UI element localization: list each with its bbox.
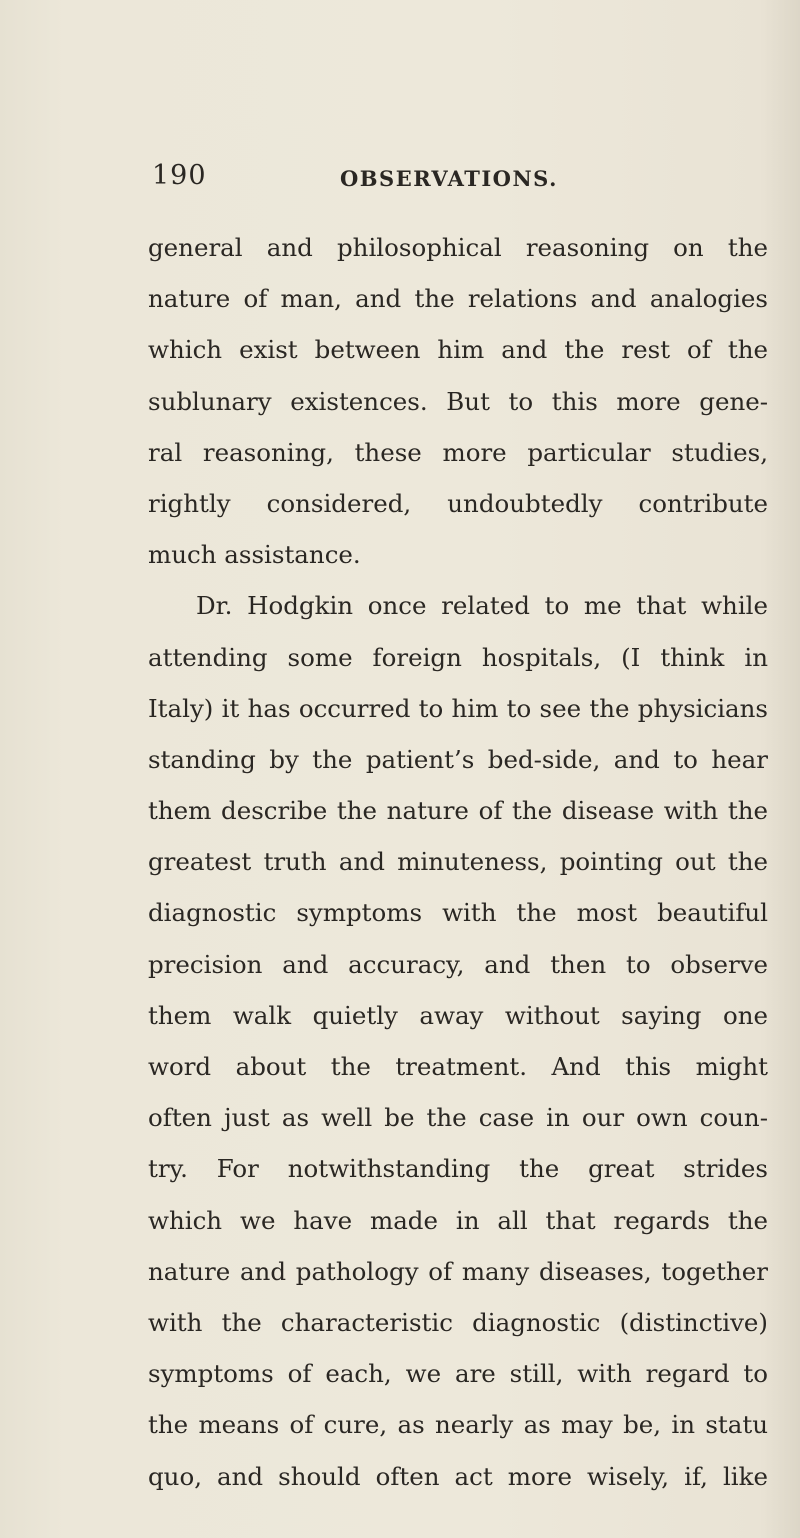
text-line: the means of cure, as nearly as may be, in statu bbox=[148, 1410, 768, 1440]
text-line: much assistance. bbox=[148, 540, 361, 570]
text-line: sublunary existences. But to this more gene- bbox=[148, 386, 768, 416]
text-line: them walk quietly away without saying one bbox=[148, 1000, 768, 1030]
text-line: diagnostic symptoms with the most beautiful bbox=[148, 898, 768, 928]
text-line: rightly considered, undoubtedly contribute bbox=[148, 488, 768, 518]
text-line: try. For notwithstanding the great strides bbox=[148, 1154, 768, 1184]
text-line: Dr. Hodgkin once related to me that while bbox=[196, 591, 768, 621]
text-line: ral reasoning, these more particular studies, bbox=[148, 437, 768, 467]
text-line: often just as well be the case in our own coun- bbox=[148, 1103, 768, 1133]
text-line: standing by the patient’s bed-side, and to hear bbox=[148, 744, 768, 774]
text-line: which we have made in all that regards the bbox=[148, 1205, 768, 1235]
text-line: word about the treatment. And this might bbox=[148, 1052, 768, 1081]
text-line: nature and pathology of many diseases, together bbox=[148, 1256, 768, 1286]
text-line: quo, and should often act more wisely, if, like bbox=[148, 1461, 768, 1491]
body-text bbox=[148, 222, 768, 1502]
text-line: attending some foreign hospitals, (I think in bbox=[148, 642, 768, 672]
running-head: OBSERVATIONS. bbox=[340, 166, 558, 191]
page-header bbox=[0, 160, 800, 200]
text-line: Italy) it has occurred to him to see the physicians bbox=[148, 693, 768, 723]
text-line: them describe the nature of the disease with the bbox=[148, 796, 768, 826]
text-line: with the characteristic diagnostic (distinctive) bbox=[148, 1307, 768, 1337]
text-line: symptoms of each, we are still, with regard to bbox=[148, 1359, 768, 1389]
text-line: greatest truth and minuteness, pointing out the bbox=[148, 847, 768, 877]
page-number: 190 bbox=[152, 160, 207, 191]
text-line: nature of man, and the relations and analogies bbox=[148, 284, 768, 314]
text-line: precision and accuracy, and then to observe bbox=[148, 949, 768, 979]
text-line: which exist between him and the rest of the bbox=[148, 335, 768, 365]
text-line: general and philosophical reasoning on the bbox=[148, 233, 768, 262]
